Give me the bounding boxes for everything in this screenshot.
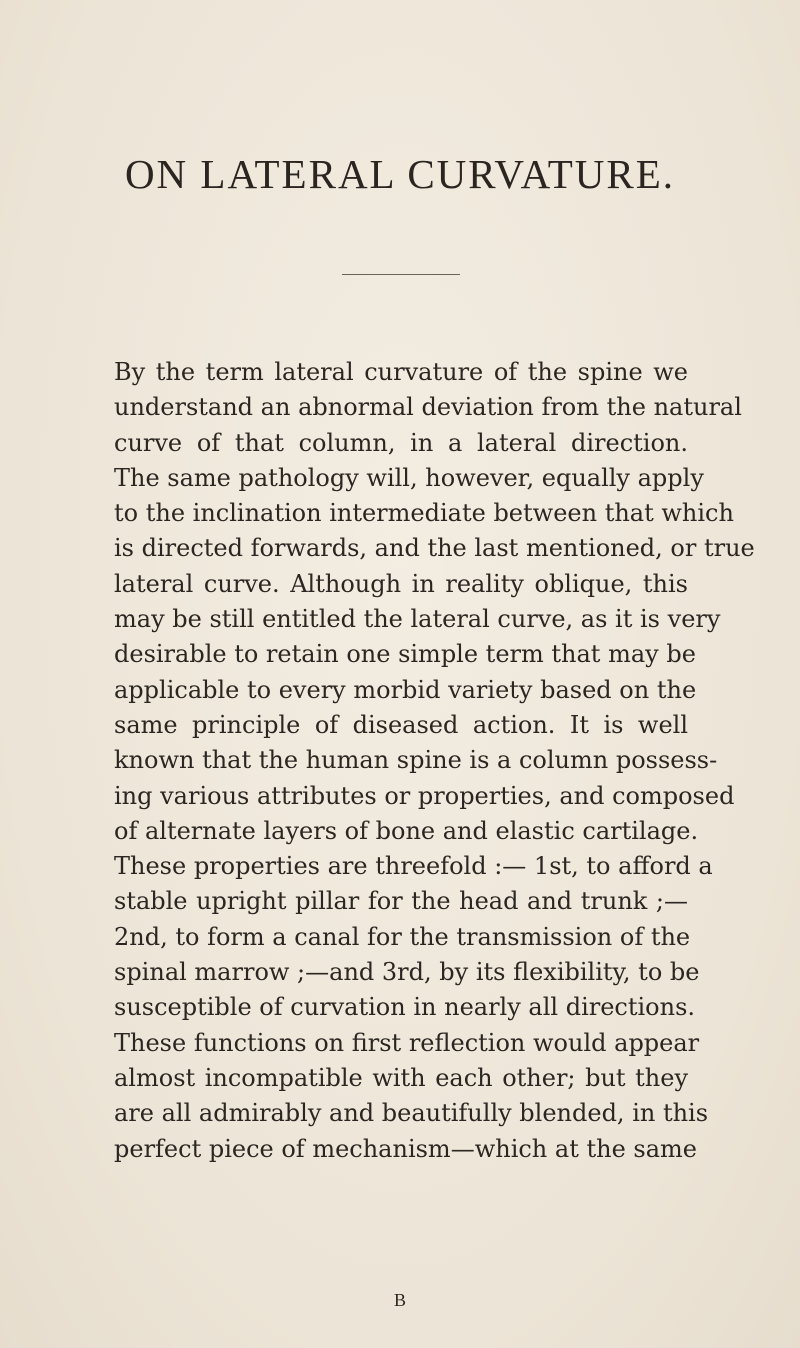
text-line: understand an abnormal deviation from the natural xyxy=(114,393,742,422)
text-line: known that the human spine is a column possess- xyxy=(114,746,718,775)
text-line: may be still entitled the lateral curve, as it is very xyxy=(114,605,721,634)
text-line: to the inclination intermediate between that which xyxy=(114,499,734,528)
text-line: perfect piece of mechanism—which at the same xyxy=(114,1134,697,1163)
text-line: are all admirably and beautifully blended, in this xyxy=(114,1099,709,1128)
text-line: These functions on first reflection would appear xyxy=(114,1028,700,1057)
text-line: susceptible of curvation in nearly all directions. xyxy=(114,993,696,1022)
text-line: lateral curve. Although in reality oblique, this xyxy=(114,569,688,598)
text-line: ing various attributes or properties, and composed xyxy=(114,781,735,810)
text-line: The same pathology will, however, equally apply xyxy=(114,463,704,492)
text-line: applicable to every morbid variety based on the xyxy=(114,675,697,704)
text-line: almost incompatible with each other; but they xyxy=(114,1063,688,1092)
text-line: By the term lateral curvature of the spine we xyxy=(114,358,688,386)
text-line: is directed forwards, and the last mentioned, or true xyxy=(114,534,755,563)
text-line: spinal marrow ;—and 3rd, by its flexibility, to be xyxy=(114,958,700,987)
body-paragraph xyxy=(114,355,755,1167)
text-line: desirable to retain one simple term that may be xyxy=(114,640,696,669)
title-rule xyxy=(342,274,460,275)
chapter-title: ON LATERAL CURVATURE. xyxy=(124,151,676,197)
text-line: stable upright pillar for the head and trunk ;— xyxy=(114,887,688,916)
text-line: curve of that column, in a lateral direction. xyxy=(114,428,688,457)
text-line: These properties are threefold :— 1st, to afford a xyxy=(114,852,713,881)
text-line: same principle of diseased action. It is well xyxy=(114,710,688,739)
text-line: of alternate layers of bone and elastic cartilage. xyxy=(114,816,699,845)
text-line: 2nd, to form a canal for the transmission of the xyxy=(114,922,691,951)
signature-mark: B xyxy=(393,1290,406,1310)
